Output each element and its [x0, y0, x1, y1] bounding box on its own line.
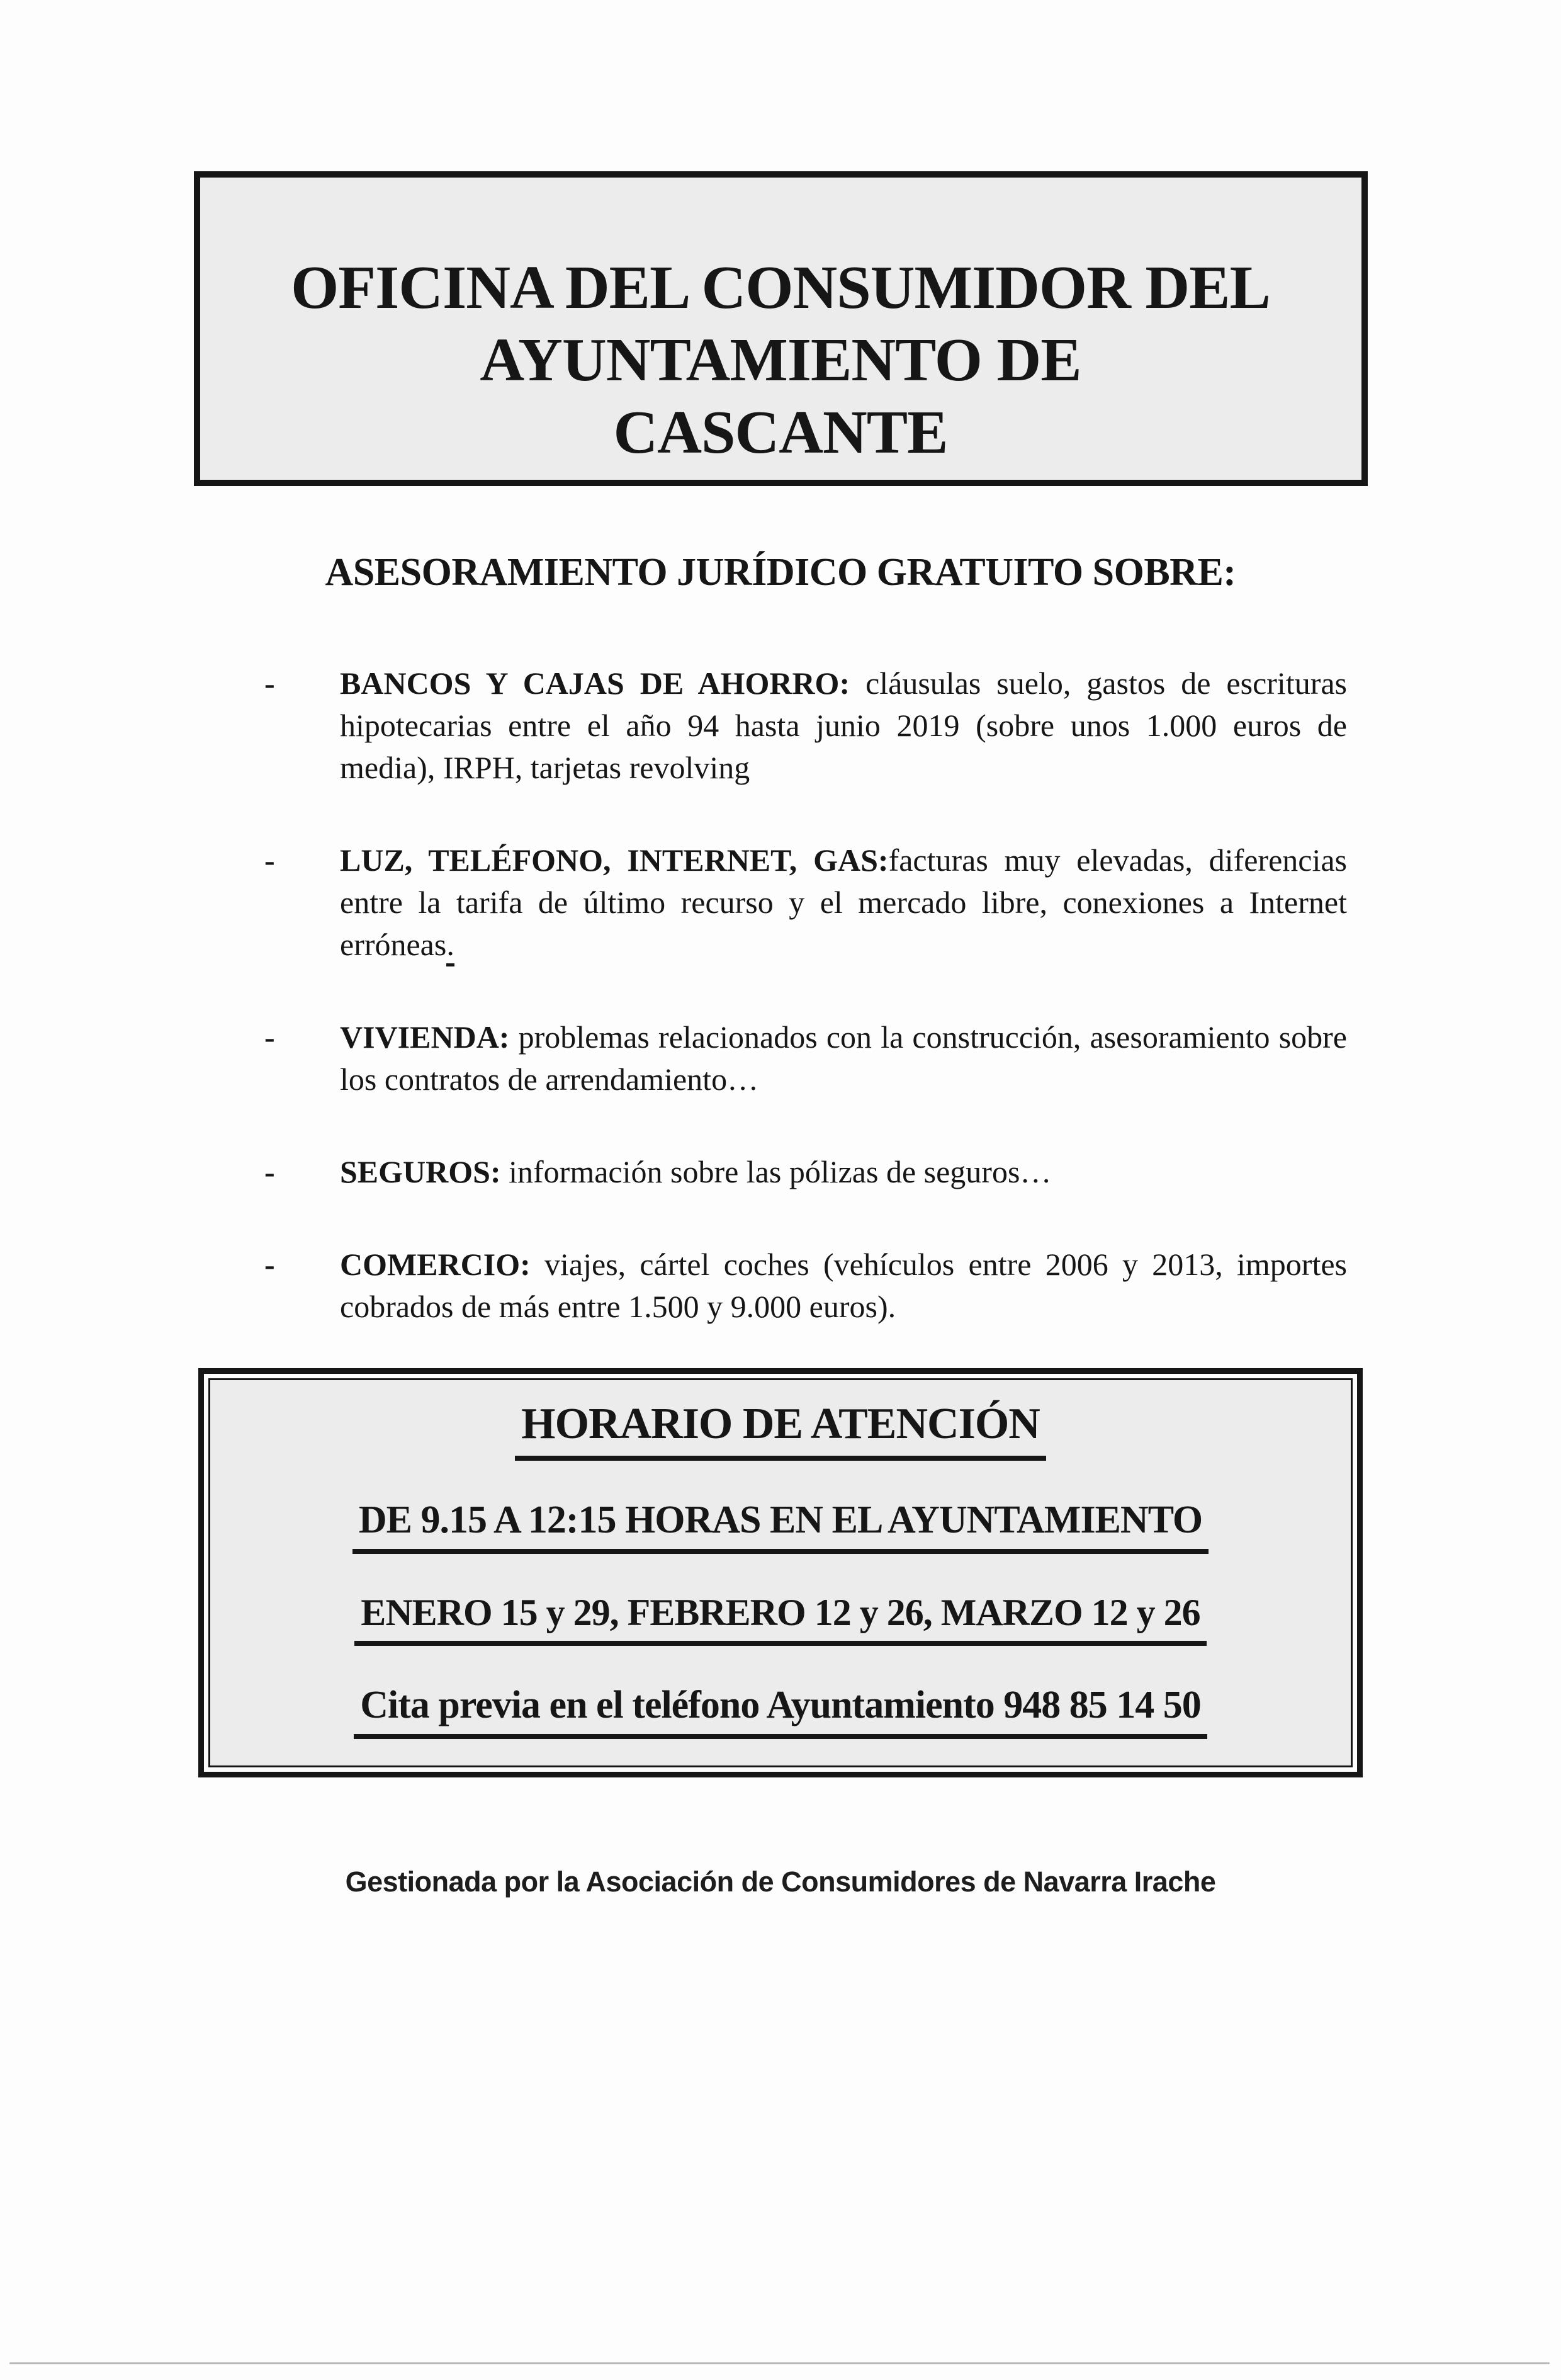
list-item-text [340, 662, 1347, 789]
list-item-label: VIVIENDA: [340, 1019, 510, 1055]
schedule-hours: DE 9.15 A 12:15 HORAS EN EL AYUNTAMIENTO [352, 1497, 1209, 1554]
document-page [0, 171, 1561, 2380]
list-item [264, 1151, 1347, 1193]
list-item [264, 839, 1347, 966]
schedule-title: HORARIO DE ATENCIÓN [515, 1399, 1046, 1461]
bullet-dash-marker: - [264, 1247, 275, 1282]
list-item-description: información sobre las pólizas de seguros… [500, 1154, 1052, 1189]
list-item-description: cláusulas suelo, gastos de escrituras hipotecarias entre el año 94 hasta junio 2019 (sobre unos 1.000 euros de media), IRPH, tarjetas revolving [340, 666, 1347, 785]
schedule-box [198, 1368, 1363, 1777]
list-item-text [340, 1244, 1347, 1328]
list-item-description: problemas relacionados con la construcción, asesoramiento sobre los contratos de arrendamiento… [340, 1019, 1347, 1097]
title-box [194, 171, 1368, 486]
list-item-text [340, 1016, 1347, 1101]
list-item-underlined-tail: . [446, 927, 454, 966]
list-item-description: facturas muy elevadas, diferencias entre la tarifa de último recurso y el mercado libre, conexiones a Internet erróneas [340, 842, 1347, 962]
title-line-3: CASCANTE [613, 399, 948, 467]
bullet-dash-marker: - [264, 666, 275, 701]
title-line-2: AYUNTAMIENTO DE [480, 326, 1081, 394]
bullet-dash-marker: - [264, 842, 275, 878]
list-item-description: viajes, cártel coches (vehículos entre 2006 y 2013, importes cobrados de más entre 1.500 y 9.000 euros). [340, 1247, 1347, 1324]
schedule-appointment-phone: Cita previa en el teléfono Ayuntamiento 948 85 14 50 [354, 1682, 1207, 1739]
list-item-label: SEGUROS: [340, 1154, 501, 1189]
list-item [264, 1016, 1347, 1101]
topic-list [264, 662, 1347, 1328]
bullet-dash-marker: - [264, 1154, 275, 1189]
schedule-dates: ENERO 15 y 29, FEBRERO 12 y 26, MARZO 12 y 26 [354, 1590, 1206, 1646]
list-item-label: BANCOS Y CAJAS DE AHORRO: [340, 666, 850, 701]
scan-artifact-line [9, 2362, 1550, 2364]
section-heading: ASESORAMIENTO JURÍDICO GRATUITO SOBRE: [325, 551, 1236, 594]
list-item-label: COMERCIO: [340, 1247, 531, 1282]
list-item [264, 662, 1347, 789]
managing-association-note: Gestionada por la Asociación de Consumidores de Navarra Irache [345, 1866, 1216, 1898]
schedule-box-inner [208, 1378, 1353, 1767]
title-line-1: OFICINA DEL CONSUMIDOR DEL [291, 254, 1270, 322]
bullet-dash-marker: - [264, 1019, 275, 1055]
list-item-label: LUZ, TELÉFONO, INTERNET, GAS: [340, 842, 889, 878]
list-item-text [340, 839, 1347, 966]
list-item [264, 1244, 1347, 1328]
list-item-text [340, 1151, 1347, 1193]
